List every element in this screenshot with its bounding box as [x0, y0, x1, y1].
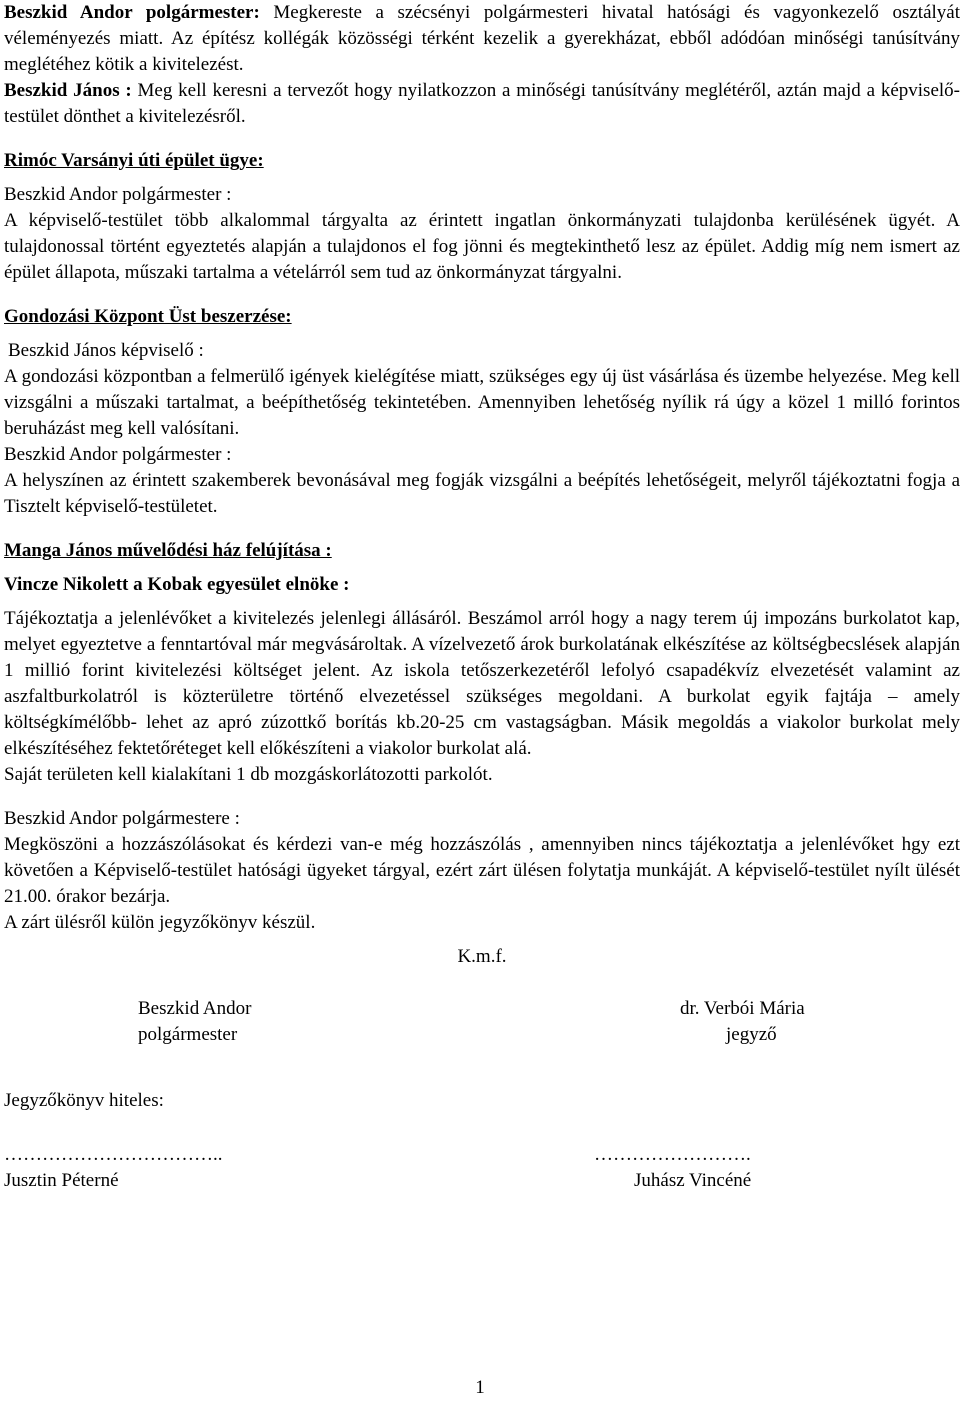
paragraph-text: A helyszínen az érintett szakemberek bevonásával meg fogják vizsgálni a beépítés lehetőségeit, melyről tájékoztatni fogja a Tisztelt képviselő-testületet.	[4, 470, 960, 517]
signature-block	[4, 996, 960, 1048]
speaker-label: Beszkid János :	[4, 80, 132, 101]
authenticators-block	[4, 1142, 960, 1194]
speaker-line: Vincze Nikolett a Kobak egyesület elnöke :	[4, 574, 350, 595]
speaker-label: Beszkid Andor polgármester	[4, 444, 222, 465]
paragraph-text: Saját területen kell kialakítani 1 db mozgáskorlátozotti parkolót.	[4, 764, 493, 785]
paragraph-text: A zárt ülésről külön jegyzőkönyv készül.	[4, 912, 316, 933]
signer-title: jegyző	[726, 1024, 777, 1045]
signer-title: polgármester	[138, 1024, 238, 1045]
speaker-line: Beszkid Andor polgármester :	[4, 184, 232, 205]
paragraph-text: Tájékoztatja a jelenlévőket a kivitelezés jelenlegi állásáról. Beszámol arról hogy a nagy terem új impozáns burkolatot kap, melyet egyeztetve a fenntartóval már megvásároltak. A vízelvezető árok burkolatának elkészítése az költségbecslések alapján 1 millió forint kivitelezési költséget jelent. Az iskola tetőszerkezetéről lefolyó csapadékvíz elvezetését valamint az aszfaltburkolatról is közterületre történő elvezetéssel szükséges megoldani. A burkolat egyik fajtája – amely költségkímélőbb- lehet az apró zúzottkő borítás kb.20-25 cm vastagságban. Másik megoldás a viakolor burkolat mely elkészítéséhez fektetőréteget kell előkészíteni a viakolor burkolat alá.	[4, 608, 960, 759]
speaker-label: Beszkid Andor polgármester	[4, 184, 222, 205]
authenticator-right	[594, 1142, 751, 1194]
speaker-label: Beszkid Andor polgármestere	[4, 808, 230, 829]
section-heading-rimoc: Rimóc Varsányi úti épület ügye:	[4, 150, 264, 171]
signer-name: Beszkid Andor	[138, 998, 252, 1019]
paragraph-2	[4, 78, 960, 130]
paragraph-text: Megkereste a szécsényi polgármesteri hivatal hatósági és vagyonkezelő osztályát véleményezés miatt. Az építész kollégák közösségi térként kezelik a gyerekházat, ebből adódóan minőségi tanúsítvány meglétéhez kötik a kivitelezést.	[4, 2, 960, 75]
paragraph-text: A képviselő-testület több alkalommal tárgyalta az érintett ingatlan önkormányzati tulajdonba kerülésének ügyét. A tulajdonossal történt egyeztetés alapján a tulajdonos el fog jönni és megtekinthető lesz az épület. Addig míg nem ismert az épület állapota, műszaki tartalma a vételárról sem tud az önkormányzat tárgyalni.	[4, 210, 960, 283]
signature-left	[138, 996, 251, 1048]
paragraph-text: Megköszöni a hozzászólásokat és kérdezi van-e még hozzászólás , amennyiben nincs tájékoztatja a jelenlévőket hgy ezt követően a Képviselő-testület hatósági ügyeket tárgyal, ezért zárt ülésen folytatja munkáját. A képviselő-testület nyílt ülését 21.00. órakor bezárja.	[4, 834, 960, 907]
signer-name: dr. Verbói Mária	[680, 998, 805, 1019]
section-heading-manga: Manga János művelődési ház felújítása :	[4, 540, 332, 561]
document-page	[4, 0, 960, 1194]
signature-line: ……………………………..	[4, 1144, 223, 1165]
kmf-label: K.m.f.	[457, 946, 507, 967]
paragraph-text: A gondozási központban a felmerülő igények kielégítése miatt, szükséges egy új üst vásárlása és üzembe helyezése. Meg kell vizsgálni a műszaki tartalmat, a beépíthetőség tekintetében. Amennyiben lehetőség nyílik rá úgy a közel 1 milló forintos beruházást meg kell valósítani.	[4, 366, 960, 439]
authenticators-label: Jegyzőkönyv hiteles:	[4, 1090, 164, 1111]
section-heading-gondozasi: Gondozási Központ Üst beszerzése:	[4, 306, 292, 327]
speaker-line: Beszkid Andor polgármester :	[4, 444, 232, 465]
signature-line: …………………….	[594, 1144, 751, 1165]
paragraph-text: Meg kell keresni a tervezőt hogy nyilatkozzon a minőségi tanúsítvány meglétéről, aztán majd a képviselő-testület dönthet a kivitelezésről.	[4, 80, 960, 127]
signature-right	[680, 996, 805, 1048]
authenticator-name: Juhász Vincéné	[634, 1170, 752, 1191]
speaker-line: Beszkid János képviselő :	[8, 340, 204, 361]
page-number: 1	[475, 1377, 485, 1398]
speaker-label: Beszkid Andor polgármester:	[4, 2, 260, 23]
speaker-line: Beszkid Andor polgármestere :	[4, 808, 240, 829]
authenticator-left	[4, 1142, 223, 1194]
paragraph-1	[4, 0, 960, 78]
authenticator-name: Jusztin Péterné	[4, 1170, 119, 1191]
